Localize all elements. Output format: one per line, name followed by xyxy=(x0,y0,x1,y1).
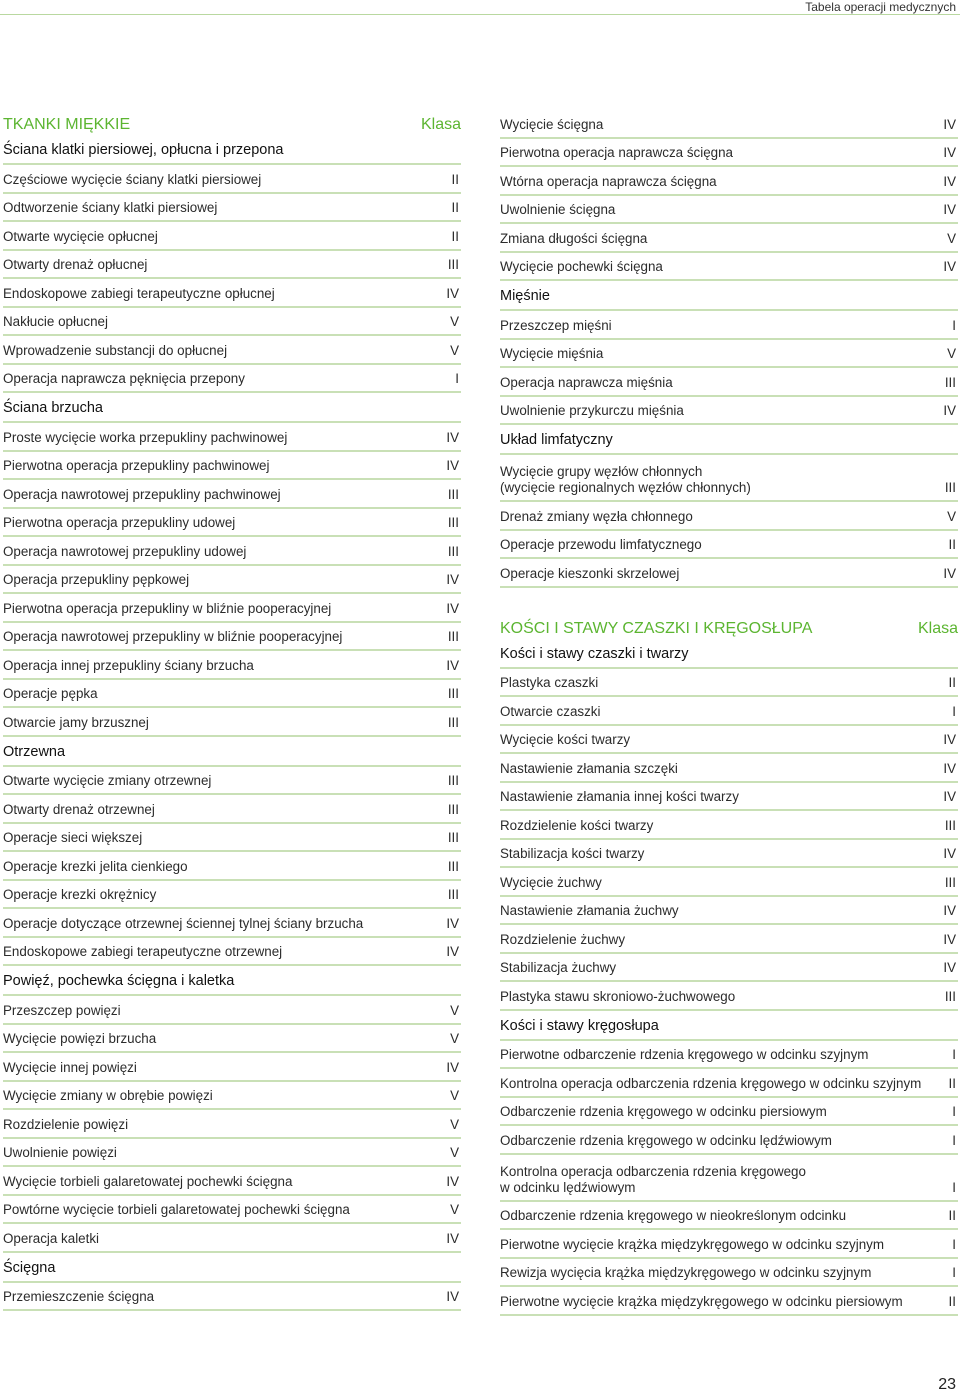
procedure-name: Otwarte wycięcie opłucnej xyxy=(3,228,158,244)
procedure-name: Pierwotne wycięcie krążka międzykręgowego w odcinku piersiowym xyxy=(500,1293,903,1309)
section-class-label: Klasa xyxy=(917,619,958,637)
table-row xyxy=(500,671,958,698)
table-row xyxy=(500,699,958,726)
subsection-title: Mięśnie xyxy=(500,283,958,311)
procedure-name: Wycięcie zmiany w obrębie powięzi xyxy=(3,1088,213,1103)
procedure-class: III xyxy=(944,480,956,495)
table-row xyxy=(3,1169,461,1196)
table-row xyxy=(3,167,461,194)
procedure-class: II xyxy=(948,1293,956,1309)
procedure-class: I xyxy=(952,703,956,719)
table-row xyxy=(3,224,461,251)
section-spacer xyxy=(500,590,958,616)
section-class-label: Klasa xyxy=(420,116,461,133)
table-row xyxy=(500,1232,958,1259)
procedure-class: IV xyxy=(943,565,956,581)
table-row xyxy=(3,797,461,824)
procedure-class: III xyxy=(447,629,459,644)
procedure-class: I xyxy=(455,371,459,386)
procedure-name: Operacje sieci większej xyxy=(3,830,143,845)
right-groups xyxy=(500,283,958,588)
procedure-name: Odtworzenie ściany klatki piersiowej xyxy=(3,200,218,215)
table-row xyxy=(500,1128,958,1155)
right-top-rows xyxy=(500,112,958,281)
procedure-class: IV xyxy=(943,403,956,418)
procedure-name: Przeszczep powięzi xyxy=(3,1002,121,1018)
procedure-class: IV xyxy=(446,572,459,587)
table-row xyxy=(500,112,958,139)
procedure-name: Wycięcie innej powięzi xyxy=(3,1059,137,1075)
table-row xyxy=(3,454,461,481)
table-row xyxy=(3,854,461,881)
section-title: KOŚCI I STAWY CZASZKI I KRĘGOSŁUPA xyxy=(500,619,813,637)
procedure-name: Wprowadzenie substancji do opłucnej xyxy=(3,342,228,358)
procedure-class: IV xyxy=(943,789,956,804)
procedure-class: IV xyxy=(943,145,956,160)
procedure-name: Otwarcie jamy brzusznej xyxy=(3,714,149,730)
table-row xyxy=(3,196,461,223)
table-row xyxy=(500,1289,958,1316)
table-row xyxy=(500,561,958,588)
table-row xyxy=(3,253,461,280)
procedure-class: IV xyxy=(943,903,956,918)
table-row xyxy=(3,625,461,652)
procedure-name: Nastawienie złamania innej kości twarzy xyxy=(500,789,739,804)
procedure-name: Wycięcie powięzi brzucha xyxy=(3,1031,157,1046)
table-row xyxy=(500,870,958,897)
procedure-class: III xyxy=(447,543,459,559)
table-row xyxy=(500,899,958,926)
procedure-class: IV xyxy=(446,1059,459,1075)
table-row xyxy=(3,338,461,365)
procedure-name: Operacja nawrotowej przepukliny udowej xyxy=(3,543,247,559)
left-groups xyxy=(3,137,461,1311)
procedure-name: Uwolnienie przykurczu mięśnia xyxy=(500,403,684,418)
procedure-class: V xyxy=(947,230,956,246)
procedure-name: Plastyka stawu skroniowo-żuchwowego xyxy=(500,988,736,1004)
procedure-name: Otwarte wycięcie zmiany otrzewnej xyxy=(3,773,212,788)
table-row xyxy=(500,226,958,253)
table-row xyxy=(500,927,958,954)
procedure-class: III xyxy=(447,773,459,788)
table-row xyxy=(3,425,461,452)
table-row xyxy=(3,1141,461,1168)
table-row xyxy=(3,1084,461,1111)
table-row xyxy=(3,911,461,938)
procedure-name: Pierwotna operacja przepukliny pachwinowej xyxy=(3,458,270,473)
subsection-title: Ściana klatki piersiowej, opłucna i przepona xyxy=(3,137,461,165)
procedure-class: III xyxy=(944,374,956,390)
procedure-class: IV xyxy=(943,846,956,861)
subsection-title: Układ limfatyczny xyxy=(500,427,958,455)
procedure-class: IV xyxy=(943,931,956,947)
table-row xyxy=(500,255,958,282)
procedure-class: IV xyxy=(446,915,459,931)
procedure-name: Przemieszczenie ścięgna xyxy=(3,1289,155,1304)
table-row xyxy=(500,342,958,369)
procedure-name: Wycięcie torbieli galaretowatej pochewki ścięgna xyxy=(3,1173,293,1189)
procedure-class: I xyxy=(952,317,956,333)
procedure-class: IV xyxy=(446,1230,459,1246)
table-row xyxy=(3,883,461,910)
table-row xyxy=(3,1285,461,1312)
table-row xyxy=(3,682,461,709)
procedure-name: Operacje przewodu limfatycznego xyxy=(500,537,702,552)
procedure-name: Stabilizacja kości twarzy xyxy=(500,846,645,861)
table-row xyxy=(3,653,461,680)
table-row xyxy=(3,998,461,1025)
procedure-name: Kontrolna operacja odbarczenia rdzenia kręgowego w odcinku lędźwiowym xyxy=(500,1163,806,1195)
procedure-name: Endoskopowe zabiegi terapeutyczne otrzewnej xyxy=(3,944,283,959)
procedure-class: III xyxy=(447,830,459,845)
procedure-name: Uwolnienie powięzi xyxy=(3,1145,117,1160)
procedure-class: IV xyxy=(943,760,956,776)
procedure-name: Zmiana długości ścięgna xyxy=(500,230,648,246)
section-heading-soft-tissue xyxy=(3,112,461,137)
procedure-name: Pierwotna operacja naprawcza ścięgna xyxy=(500,145,733,160)
table-row xyxy=(500,399,958,426)
table-row xyxy=(3,1055,461,1082)
table-row xyxy=(3,940,461,967)
procedure-class: IV xyxy=(446,458,459,473)
procedure-name: Wtórna operacja naprawcza ścięgna xyxy=(500,173,717,189)
subsection-title: Kości i stawy kręgosłupa xyxy=(500,1013,958,1041)
header-rule xyxy=(0,14,960,15)
procedure-class: V xyxy=(947,346,956,361)
procedure-class: I xyxy=(952,1104,956,1119)
procedure-name: Częściowe wycięcie ściany klatki piersiowej xyxy=(3,171,262,187)
procedure-class: I xyxy=(952,1236,956,1252)
procedure-name: Uwolnienie ścięgna xyxy=(500,202,616,217)
table-row xyxy=(3,1226,461,1253)
table-row xyxy=(500,728,958,755)
procedure-name: Operacje krezki jelita cienkiego xyxy=(3,858,188,874)
section-heading-bones xyxy=(500,616,958,641)
table-row xyxy=(3,1027,461,1054)
table-row xyxy=(3,1112,461,1139)
procedure-class: V xyxy=(450,342,459,358)
procedure-class: V xyxy=(450,314,459,329)
table-row xyxy=(500,1100,958,1127)
procedure-name: Wycięcie pochewki ścięgna xyxy=(500,259,663,274)
procedure-class: II xyxy=(451,171,459,187)
left-column xyxy=(3,112,461,1313)
procedure-class: IV xyxy=(446,429,459,445)
procedure-class: I xyxy=(952,1265,956,1280)
procedure-class: V xyxy=(450,1088,459,1103)
table-row xyxy=(500,141,958,168)
section-title: TKANKI MIĘKKIE xyxy=(3,116,131,133)
procedure-name: Operacja nawrotowej przepukliny pachwinowej xyxy=(3,486,281,502)
procedure-name: Odbarczenie rdzenia kręgowego w odcinku piersiowym xyxy=(500,1104,827,1119)
table-row xyxy=(500,984,958,1011)
table-row xyxy=(3,596,461,623)
procedure-class: IV xyxy=(446,944,459,959)
procedure-class: III xyxy=(447,801,459,817)
procedure-name: Pierwotne wycięcie krążka międzykręgowego w odcinku szyjnym xyxy=(500,1236,885,1252)
procedure-class: IV xyxy=(446,657,459,673)
table-row xyxy=(500,1204,958,1231)
right-groups-2 xyxy=(500,641,958,1316)
procedure-class: III xyxy=(944,988,956,1004)
procedure-class: V xyxy=(450,1002,459,1018)
procedure-name: Otwarty drenaż opłucnej xyxy=(3,257,148,272)
table-row xyxy=(3,367,461,394)
table-row xyxy=(500,504,958,531)
table-row xyxy=(3,826,461,853)
procedure-class: IV xyxy=(943,116,956,132)
procedure-class: V xyxy=(450,1145,459,1160)
table-row xyxy=(500,1261,958,1288)
procedure-class: IV xyxy=(446,1173,459,1189)
procedure-name: Operacja naprawcza mięśnia xyxy=(500,374,673,390)
procedure-class: IV xyxy=(943,732,956,747)
procedure-class: II xyxy=(948,1075,956,1091)
procedure-class: I xyxy=(952,1132,956,1148)
procedure-class: III xyxy=(447,486,459,502)
table-row xyxy=(500,842,958,869)
procedure-class: II xyxy=(948,537,956,552)
table-row xyxy=(500,956,958,983)
procedure-name: Drenaż zmiany węzła chłonnego xyxy=(500,508,693,524)
procedure-class: III xyxy=(447,714,459,730)
procedure-class: III xyxy=(447,686,459,701)
procedure-name: Pierwotne odbarczenie rdzenia kręgowego w odcinku szyjnym xyxy=(500,1047,869,1062)
table-row xyxy=(3,511,461,538)
table-row xyxy=(3,1198,461,1225)
right-column xyxy=(500,112,958,1318)
procedure-name: Operacja kaletki xyxy=(3,1230,100,1246)
procedure-class: II xyxy=(948,675,956,690)
procedure-class: III xyxy=(447,887,459,902)
procedure-name: Operacje kieszonki skrzelowej xyxy=(500,565,680,581)
table-row xyxy=(3,539,461,566)
procedure-class: V xyxy=(450,1202,459,1217)
table-row xyxy=(3,310,461,337)
procedure-name: Operacja naprawcza pęknięcia przepony xyxy=(3,371,245,386)
procedure-class: I xyxy=(952,1179,956,1195)
procedure-name: Nastawienie złamania żuchwy xyxy=(500,903,679,918)
table-row xyxy=(500,1157,958,1202)
procedure-class: IV xyxy=(943,960,956,975)
procedure-class: IV xyxy=(446,1289,459,1304)
procedure-name: Pierwotna operacja przepukliny w bliźnie pooperacyjnej xyxy=(3,600,332,616)
table-row xyxy=(500,785,958,812)
procedure-name: Operacje pępka xyxy=(3,686,98,701)
procedure-class: IV xyxy=(943,173,956,189)
table-row xyxy=(3,482,461,509)
procedure-name: Operacja nawrotowej przepukliny w bliźnie pooperacyjnej xyxy=(3,629,343,644)
header-title: Tabela operacji medycznych xyxy=(799,0,956,14)
procedure-name: Kontrolna operacja odbarczenia rdzenia kręgowego w odcinku szyjnym xyxy=(500,1075,922,1091)
procedure-name: Wycięcie żuchwy xyxy=(500,874,602,890)
subsection-title: Kości i stawy czaszki i twarzy xyxy=(500,641,958,669)
table-row xyxy=(500,457,958,502)
procedure-class: IV xyxy=(446,600,459,616)
procedure-name: Rozdzielenie kości twarzy xyxy=(500,817,654,833)
procedure-class: I xyxy=(952,1047,956,1062)
procedure-name: Rozdzielenie powięzi xyxy=(3,1116,129,1132)
procedure-class: III xyxy=(944,874,956,890)
procedure-name: Powtórne wycięcie torbieli galaretowatej pochewki ścięgna xyxy=(3,1202,350,1217)
procedure-name: Odbarczenie rdzenia kręgowego w odcinku lędźwiowym xyxy=(500,1132,832,1148)
procedure-class: III xyxy=(447,257,459,272)
table-row xyxy=(500,370,958,397)
subsection-title: Ścięgna xyxy=(3,1255,461,1283)
procedure-name: Wycięcie ścięgna xyxy=(500,116,604,132)
procedure-name: Proste wycięcie worka przepukliny pachwinowej xyxy=(3,429,288,445)
procedure-class: IV xyxy=(943,202,956,217)
procedure-class: V xyxy=(450,1031,459,1046)
table-row xyxy=(500,1043,958,1070)
table-row xyxy=(3,769,461,796)
procedure-name: Operacje dotyczące otrzewnej ściennej tylnej ściany brzucha xyxy=(3,915,364,931)
procedure-name: Odbarczenie rdzenia kręgowego w nieokreślonym odcinku xyxy=(500,1208,847,1223)
subsection-title: Powięź, pochewka ścięgna i kaletka xyxy=(3,968,461,996)
table-row xyxy=(500,169,958,196)
procedure-name: Rewizja wycięcia krążka międzykręgowego w odcinku szyjnym xyxy=(500,1265,872,1280)
procedure-name: Pierwotna operacja przepukliny udowej xyxy=(3,515,236,530)
procedure-class: II xyxy=(451,200,459,215)
procedure-class: III xyxy=(447,858,459,874)
table-row xyxy=(500,756,958,783)
procedure-name: Otwarcie czaszki xyxy=(500,703,601,719)
page-number: 23 xyxy=(938,1376,956,1393)
procedure-name: Operacje krezki okrężnicy xyxy=(3,887,157,902)
procedure-name: Przeszczep mięśni xyxy=(500,317,612,333)
table-row xyxy=(500,533,958,560)
procedure-name: Rozdzielenie żuchwy xyxy=(500,931,626,947)
table-row xyxy=(500,313,958,340)
procedure-class: II xyxy=(948,1208,956,1223)
table-row xyxy=(500,1071,958,1098)
procedure-name: Wycięcie mięśnia xyxy=(500,346,604,361)
procedure-class: III xyxy=(944,817,956,833)
table-row xyxy=(500,198,958,225)
procedure-class: V xyxy=(450,1116,459,1132)
procedure-name: Otwarty drenaż otrzewnej xyxy=(3,801,155,817)
procedure-class: IV xyxy=(446,285,459,301)
procedure-name: Wycięcie kości twarzy xyxy=(500,732,631,747)
procedure-name: Wycięcie grupy węzłów chłonnych (wycięcie regionalnych węzłów chłonnych) xyxy=(500,464,751,495)
table-row xyxy=(3,710,461,737)
procedure-class: V xyxy=(947,508,956,524)
procedure-name: Nakłucie opłucnej xyxy=(3,314,108,329)
subsection-title: Otrzewna xyxy=(3,739,461,767)
procedure-name: Stabilizacja żuchwy xyxy=(500,960,617,975)
procedure-name: Endoskopowe zabiegi terapeutyczne opłucnej xyxy=(3,285,275,301)
procedure-name: Nastawienie złamania szczęki xyxy=(500,760,678,776)
procedure-class: III xyxy=(447,515,459,530)
procedure-name: Operacja innej przepukliny ściany brzucha xyxy=(3,657,254,673)
table-row xyxy=(500,813,958,840)
procedure-class: II xyxy=(451,228,459,244)
subsection-title: Ściana brzucha xyxy=(3,395,461,423)
procedure-name: Operacja przepukliny pępkowej xyxy=(3,572,190,587)
procedure-class: IV xyxy=(943,259,956,274)
table-row xyxy=(3,568,461,595)
table-row xyxy=(3,281,461,308)
procedure-name: Plastyka czaszki xyxy=(500,675,599,690)
